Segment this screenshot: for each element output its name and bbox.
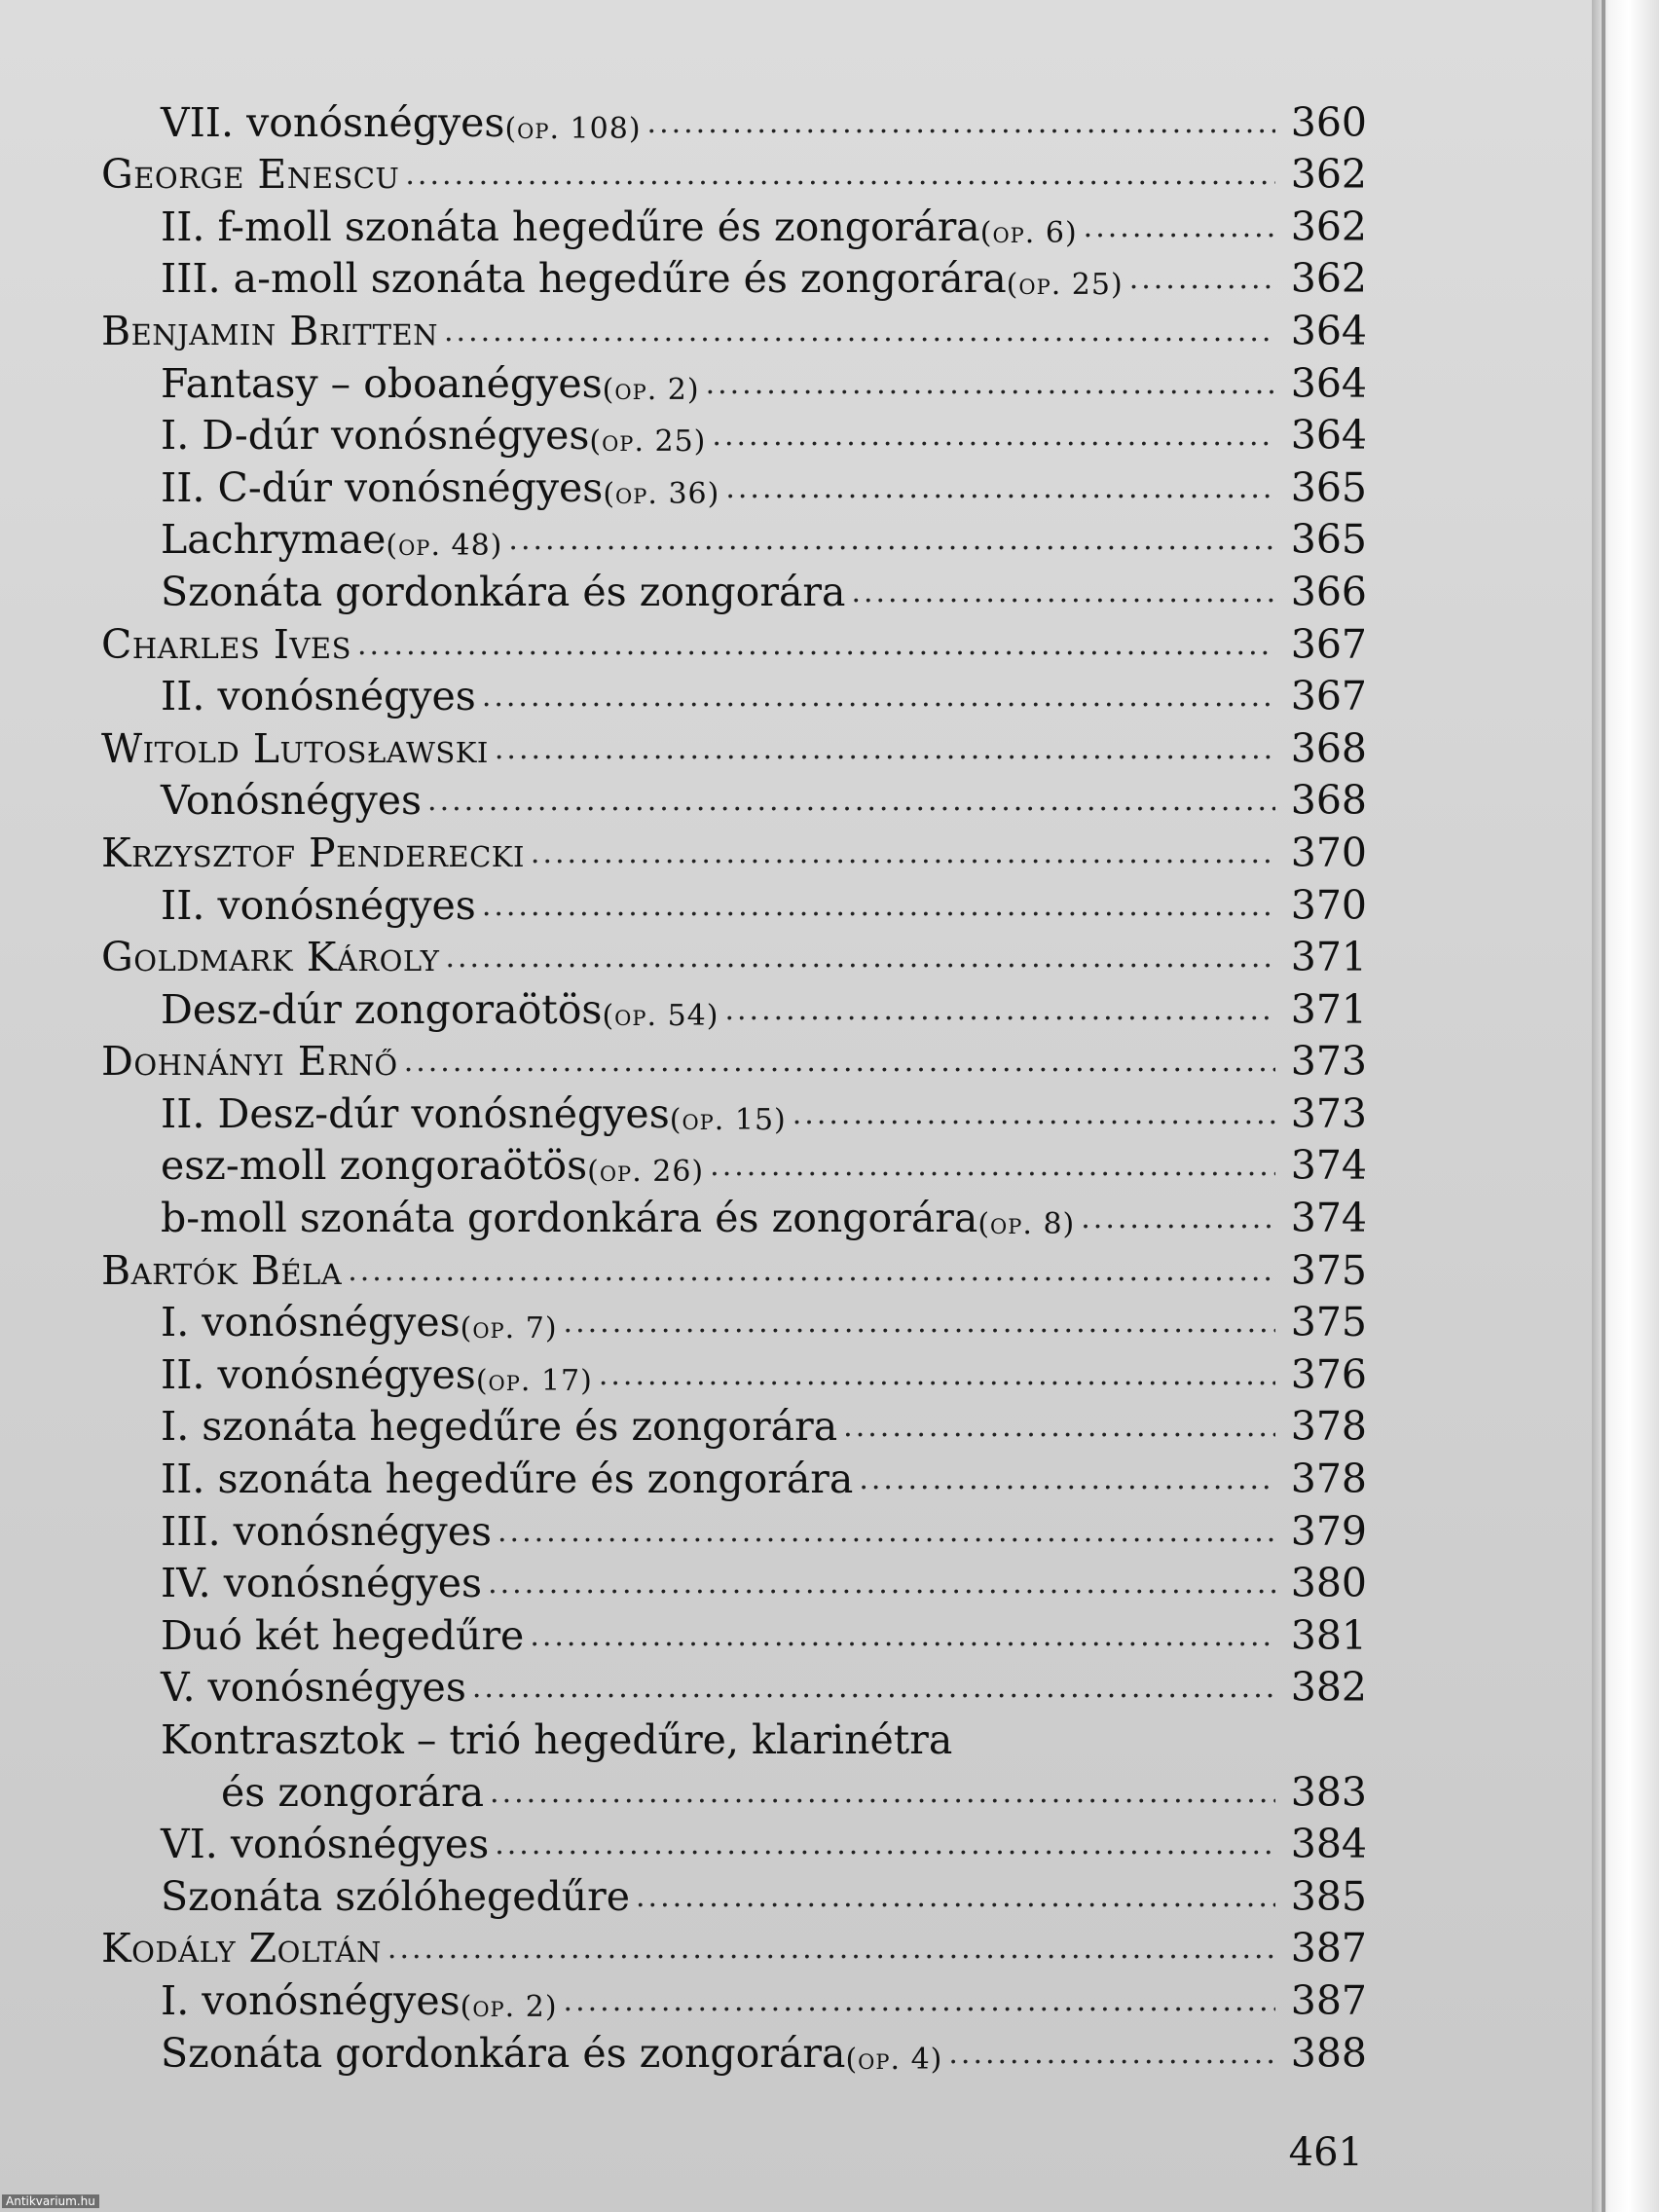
dot-leader <box>498 1502 1275 1555</box>
entry-page-number: 383 <box>1290 1768 1367 1816</box>
entry-page-number: 365 <box>1290 516 1367 564</box>
toc-work-entry <box>101 1763 1367 1816</box>
dot-leader <box>495 719 1275 772</box>
page-edge <box>1592 0 1659 2212</box>
dot-leader <box>348 1241 1275 1294</box>
dot-leader <box>387 1920 1275 1972</box>
entry-page-number: 365 <box>1290 463 1367 511</box>
entry-title: George Enescu <box>101 151 400 199</box>
toc-work-entry <box>101 407 1367 460</box>
dot-leader <box>793 1085 1275 1137</box>
entry-page-number: 362 <box>1290 151 1367 199</box>
dot-leader <box>482 668 1275 720</box>
entry-page-number: 370 <box>1290 881 1367 929</box>
toc-work-entry <box>101 459 1367 511</box>
opus-number: (op. 48) <box>386 529 503 564</box>
dot-leader <box>444 302 1275 354</box>
entry-page-number: 385 <box>1290 1872 1367 1920</box>
toc-composer-entry <box>101 615 1367 668</box>
entry-title: I. D-dúr vonósnégyes <box>161 412 590 460</box>
entry-title: Charles Ives <box>101 620 351 668</box>
toc-work-entry <box>101 1816 1367 1868</box>
opus-number: (op. 36) <box>603 476 720 511</box>
entry-page-number: 367 <box>1290 620 1367 668</box>
dot-leader <box>1129 250 1275 303</box>
toc-composer-entry <box>101 1920 1367 1972</box>
opus-number: (op. 17) <box>475 1363 593 1398</box>
toc-work-entry <box>101 1137 1367 1190</box>
entry-title: Krzysztof Penderecki <box>101 829 525 876</box>
entry-title: II. f-moll szonáta hegedűre és zongorára <box>161 203 980 250</box>
entry-page-number: 370 <box>1290 829 1367 876</box>
entry-page-number: 367 <box>1290 673 1367 720</box>
toc-work-entry <box>101 1294 1367 1346</box>
toc-work-entry <box>101 1659 1367 1712</box>
dot-leader <box>405 146 1275 199</box>
dot-leader <box>843 1398 1275 1451</box>
opus-number: (op. 15) <box>669 1102 787 1137</box>
dot-leader <box>508 511 1275 564</box>
dot-leader <box>706 354 1275 407</box>
toc-work-entry <box>101 1502 1367 1555</box>
toc-work-entry <box>101 1189 1367 1241</box>
toc-work-entry <box>101 198 1367 250</box>
opus-number: (op. 4) <box>845 2042 943 2077</box>
page-number: 461 <box>1288 2130 1363 2175</box>
dot-leader <box>472 1659 1275 1712</box>
entry-title: II. szonáta hegedűre és zongorára <box>161 1456 854 1503</box>
dot-leader <box>712 407 1275 460</box>
toc-work-entry <box>101 1867 1367 1920</box>
toc-work-entry <box>101 511 1367 564</box>
toc-work-entry <box>101 1450 1367 1502</box>
entry-page-number: 371 <box>1290 934 1367 981</box>
entry-page-number: 364 <box>1290 412 1367 460</box>
entry-page-number: 382 <box>1290 1664 1367 1712</box>
entry-page-number: 373 <box>1290 1038 1367 1086</box>
dot-leader <box>495 1816 1275 1868</box>
toc-composer-entry <box>101 1241 1367 1294</box>
entry-title: Kodály Zoltán <box>101 1925 382 1972</box>
opus-number: (op. 25) <box>589 424 707 460</box>
entry-page-number: 378 <box>1290 1456 1367 1503</box>
entry-page-number: 376 <box>1290 1350 1367 1398</box>
entry-title: Kontrasztok – trió hegedűre, klarinétra <box>161 1716 953 1763</box>
entry-page-number: 381 <box>1290 1611 1367 1659</box>
opus-number: (op. 26) <box>587 1155 705 1190</box>
entry-title: és zongorára <box>221 1768 485 1816</box>
entry-title: Duó két hegedűre <box>161 1611 525 1659</box>
dot-leader <box>564 1972 1275 2024</box>
dot-leader <box>599 1346 1275 1398</box>
toc-work-entry <box>101 250 1367 303</box>
entry-page-number: 375 <box>1290 1246 1367 1294</box>
entry-title: II. vonósnégyes <box>161 1350 476 1398</box>
entry-page-number: 362 <box>1290 203 1367 250</box>
dot-leader <box>1081 1189 1275 1241</box>
entry-title: Szonáta gordonkára és zongorára <box>161 568 846 615</box>
entry-page-number: 378 <box>1290 1403 1367 1451</box>
entry-page-number: 364 <box>1290 359 1367 407</box>
dot-leader <box>647 93 1275 146</box>
dot-leader <box>357 615 1275 668</box>
entry-title: Desz-dúr zongoraötös <box>161 985 603 1033</box>
entry-page-number: 362 <box>1290 255 1367 303</box>
dot-leader <box>445 929 1275 981</box>
entry-page-number: 375 <box>1290 1299 1367 1346</box>
entry-title: b-moll szonáta gordonkára és zongorára <box>161 1195 978 1242</box>
entry-title: Bartók Béla <box>101 1246 343 1294</box>
toc-work-entry <box>101 1398 1367 1451</box>
entry-title: Szonáta szólóhegedűre <box>161 1872 630 1920</box>
toc-work-entry <box>101 1346 1367 1398</box>
entry-title: Vonósnégyes <box>161 777 423 825</box>
dot-leader <box>564 1294 1275 1346</box>
toc-composer-entry <box>101 824 1367 876</box>
entry-page-number: 368 <box>1290 724 1367 772</box>
toc-composer-entry <box>101 146 1367 199</box>
entry-title: VI. vonósnégyes <box>161 1821 490 1868</box>
entry-page-number: 374 <box>1290 1195 1367 1242</box>
toc-work-entry <box>101 1606 1367 1659</box>
opus-number: (op. 25) <box>1006 268 1124 303</box>
toc-composer-entry <box>101 302 1367 354</box>
dot-leader <box>404 1033 1275 1086</box>
opus-number: (op. 8) <box>977 1207 1076 1242</box>
toc-work-entry <box>101 354 1367 407</box>
entry-page-number: 387 <box>1290 1976 1367 2024</box>
entry-page-number: 373 <box>1290 1089 1367 1137</box>
dot-leader <box>724 980 1275 1033</box>
entry-title: Lachrymae <box>161 516 387 564</box>
table-of-contents <box>101 93 1367 2077</box>
opus-number: (op. 108) <box>504 111 642 146</box>
entry-title: Dohnányi Ernő <box>101 1038 398 1086</box>
toc-work-entry <box>101 772 1367 825</box>
entry-title: I. vonósnégyes <box>161 1299 461 1346</box>
dot-leader <box>531 824 1275 876</box>
dot-leader <box>530 1606 1275 1659</box>
toc-work-entry <box>101 668 1367 720</box>
dot-leader <box>482 876 1275 929</box>
toc-work-entry <box>101 980 1367 1033</box>
dot-leader <box>427 772 1275 825</box>
entry-page-number: 366 <box>1290 568 1367 615</box>
dot-leader <box>1084 198 1275 250</box>
toc-work-entry <box>101 1972 1367 2024</box>
entry-title: esz-moll zongoraötös <box>161 1142 588 1190</box>
entry-page-number: 360 <box>1290 98 1367 146</box>
dot-leader <box>859 1450 1275 1502</box>
entry-title: VII. vonósnégyes <box>161 98 505 146</box>
entry-title: III. vonósnégyes <box>161 1507 493 1555</box>
dot-leader <box>636 1867 1275 1920</box>
watermark: Antikvarium.hu <box>2 2194 99 2208</box>
entry-title: Fantasy – oboanégyes <box>161 359 603 407</box>
dot-leader <box>851 563 1275 615</box>
entry-page-number: 387 <box>1290 1925 1367 1972</box>
entry-page-number: 368 <box>1290 777 1367 825</box>
entry-title: V. vonósnégyes <box>161 1664 466 1712</box>
entry-title: II. vonósnégyes <box>161 673 476 720</box>
entry-page-number: 374 <box>1290 1142 1367 1190</box>
dot-leader <box>725 459 1275 511</box>
entry-title: Benjamin Britten <box>101 307 438 354</box>
toc-work-entry <box>101 876 1367 929</box>
entry-title: IV. vonósnégyes <box>161 1560 483 1607</box>
toc-composer-entry <box>101 1033 1367 1086</box>
dot-leader <box>710 1137 1275 1190</box>
entry-title: Witold Lutosławski <box>101 724 489 772</box>
entry-title: II. Desz-dúr vonósnégyes <box>161 1089 670 1137</box>
dot-leader <box>490 1763 1275 1816</box>
opus-number: (op. 54) <box>602 998 719 1033</box>
toc-work-entry <box>101 1711 1367 1763</box>
opus-number: (op. 6) <box>979 215 1078 250</box>
entry-title: Szonáta gordonkára és zongorára <box>161 2029 846 2077</box>
toc-work-entry <box>101 93 1367 146</box>
entry-page-number: 384 <box>1290 1821 1367 1868</box>
dot-leader <box>948 2024 1275 2077</box>
toc-work-entry <box>101 1085 1367 1137</box>
entry-title: III. a-moll szonáta hegedűre és zongorára <box>161 255 1007 303</box>
entry-title: I. vonósnégyes <box>161 1976 461 2024</box>
entry-title: Goldmark Károly <box>101 934 440 981</box>
opus-number: (op. 7) <box>460 1311 558 1346</box>
entry-title: II. vonósnégyes <box>161 881 476 929</box>
toc-work-entry <box>101 563 1367 615</box>
entry-page-number: 380 <box>1290 1560 1367 1607</box>
toc-composer-entry <box>101 929 1367 981</box>
opus-number: (op. 2) <box>602 372 700 407</box>
entry-page-number: 364 <box>1290 307 1367 354</box>
toc-work-entry <box>101 2024 1367 2077</box>
opus-number: (op. 2) <box>460 1989 558 2024</box>
entry-page-number: 388 <box>1290 2029 1367 2077</box>
toc-work-entry <box>101 1555 1367 1607</box>
entry-title: II. C-dúr vonósnégyes <box>161 463 604 511</box>
entry-page-number: 379 <box>1290 1507 1367 1555</box>
toc-composer-entry <box>101 719 1367 772</box>
entry-title: I. szonáta hegedűre és zongorára <box>161 1403 838 1451</box>
dot-leader <box>488 1555 1275 1607</box>
entry-page-number: 371 <box>1290 985 1367 1033</box>
